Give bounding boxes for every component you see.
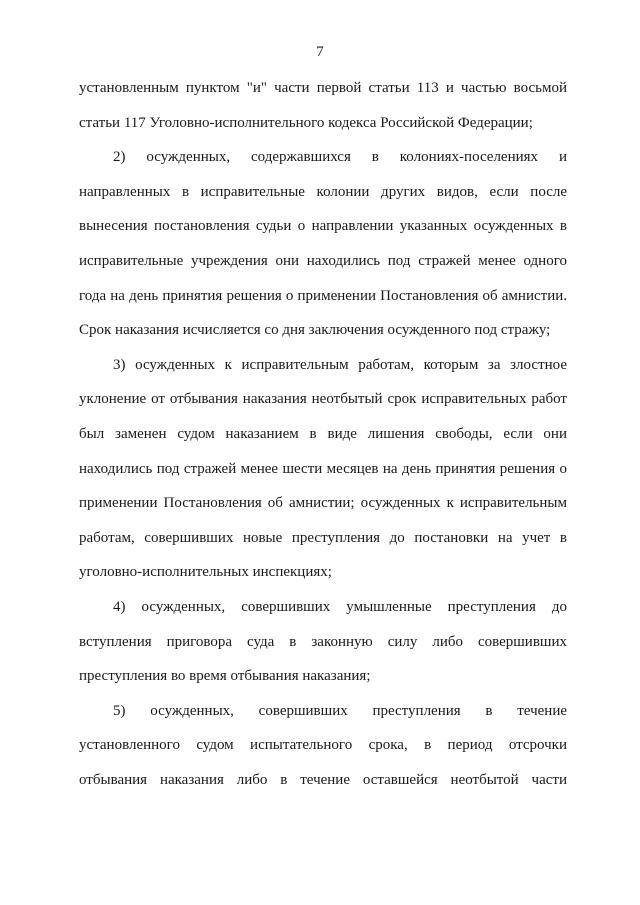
- text-line: 2) осужденных, содержавшихся в колониях-поселениях и: [113, 149, 567, 166]
- page-number: 7: [316, 44, 324, 60]
- text-line: статьи 117 Уголовно-исполнительного кодекса Российской Федерации;: [79, 114, 533, 131]
- text-line: отбывания наказания либо в течение оставшейся неотбытой части: [79, 771, 567, 788]
- text-line: был заменен судом наказанием в виде лишения свободы, если они: [79, 425, 567, 442]
- text-line: установленного судом испытательного срока, в период отсрочки: [79, 737, 567, 754]
- text-line: вступления приговора суда в законную силу либо совершивших: [79, 633, 567, 650]
- text-line: применении Постановления об амнистии; осужденных к исправительным: [79, 495, 567, 512]
- text-line: исправительные учреждения они находились под стражей менее одного: [79, 252, 567, 269]
- text-line: установленным пунктом "и" части первой статьи 113 и частью восьмой: [79, 80, 567, 96]
- text-line: преступления во время отбывания наказания;: [79, 668, 371, 685]
- text-line: находились под стражей менее шести месяцев на день принятия решения о: [79, 460, 567, 477]
- text-line: уголовно-исполнительных инспекциях;: [79, 564, 332, 581]
- text-line: 4) осужденных, совершивших умышленные преступления до: [113, 598, 567, 615]
- text-line: вынесения постановления судьи о направлении указанных осужденных в: [79, 218, 567, 235]
- text-line: 3) осужденных к исправительным работам, которым за злостное: [113, 356, 567, 373]
- text-line: работам, совершивших новые преступления до постановки на учет в: [79, 529, 567, 546]
- text-line: года на день принятия решения о применении Постановления об амнистии.: [79, 287, 567, 304]
- text-line: 5) осужденных, совершивших преступления в течение: [113, 702, 567, 719]
- text-line: Срок наказания исчисляется со дня заключения осужденного под стражу;: [79, 322, 551, 339]
- document-body: [79, 76, 567, 802]
- text-line: уклонение от отбывания наказания неотбытый срок исправительных работ: [79, 391, 567, 408]
- text-line: направленных в исправительные колонии других видов, если после: [79, 183, 567, 200]
